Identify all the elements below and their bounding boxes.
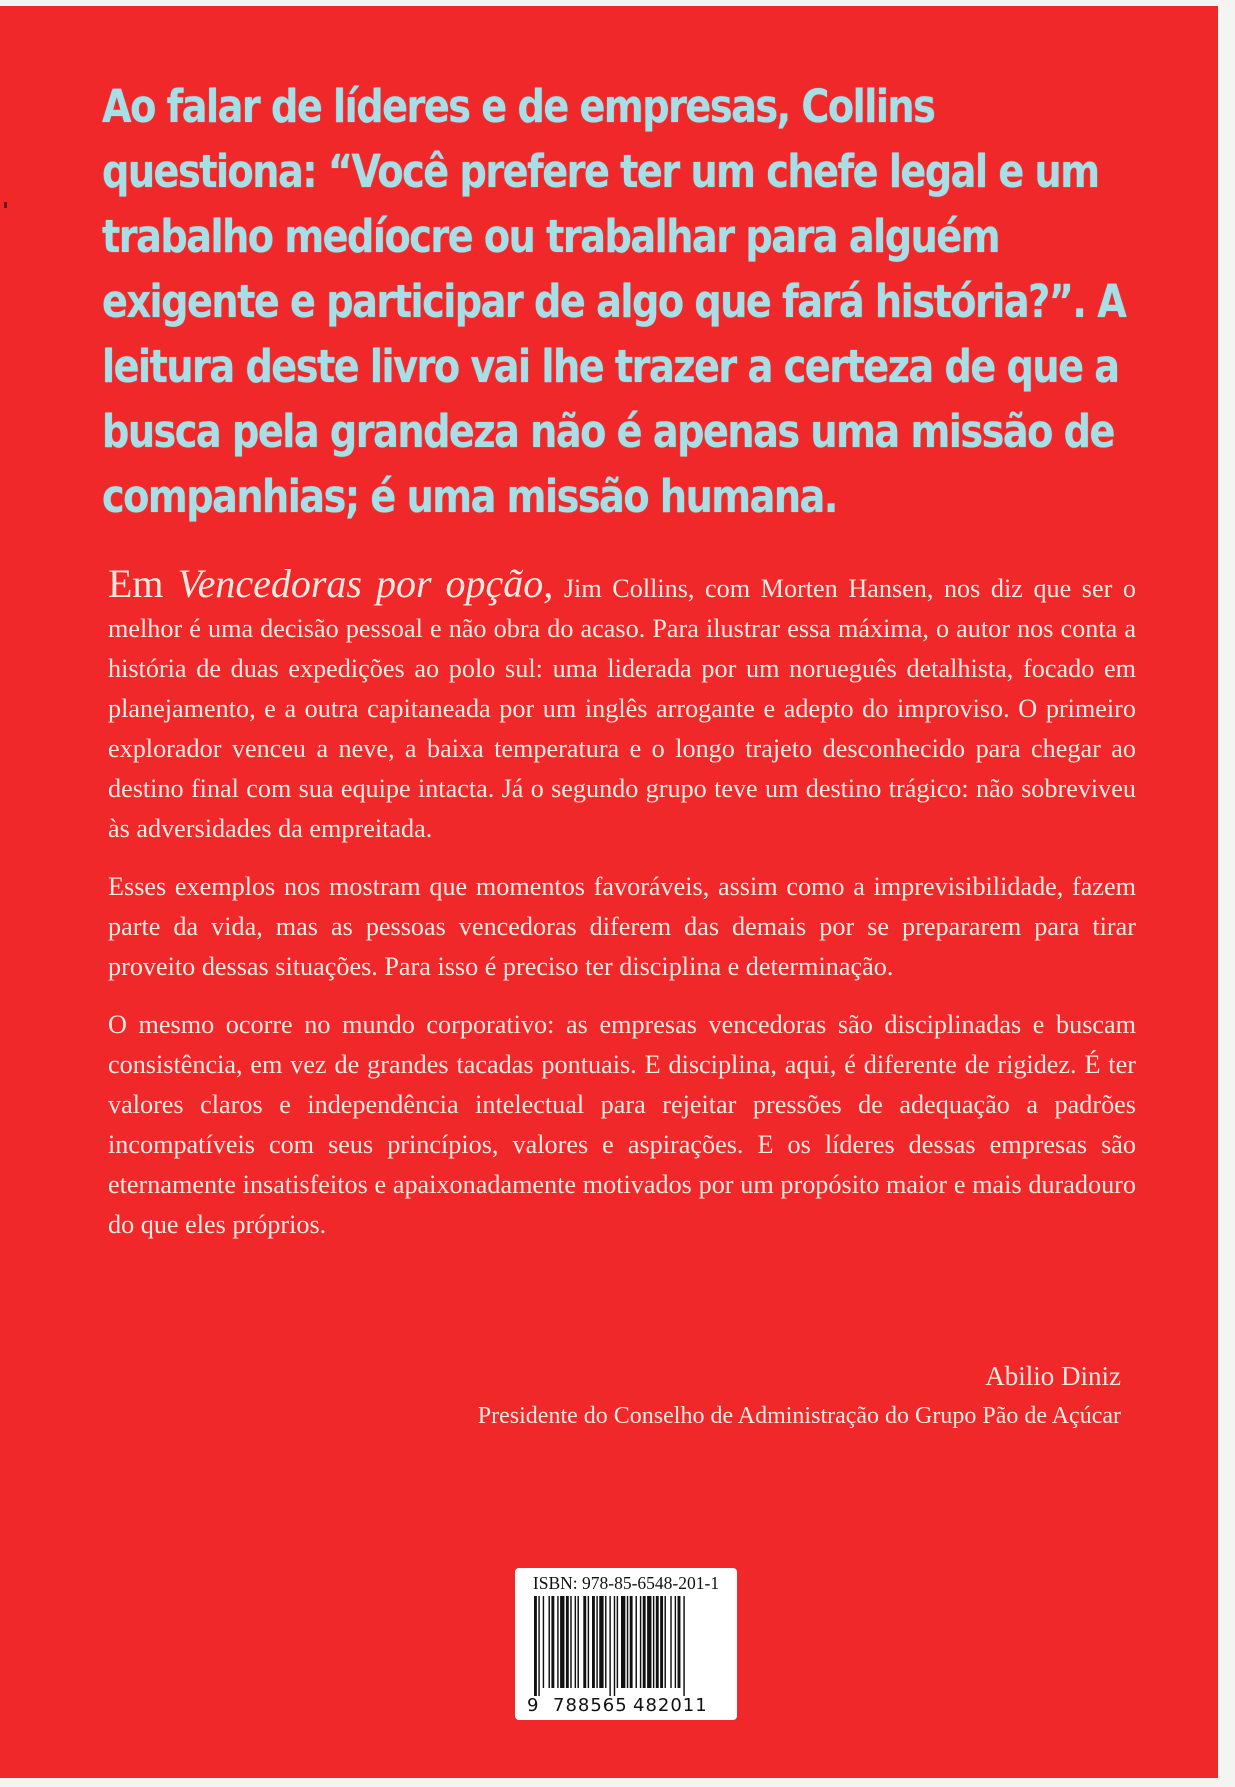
barcode-bar bbox=[656, 1596, 659, 1688]
barcode-bar bbox=[538, 1596, 539, 1696]
barcode-bar bbox=[557, 1596, 558, 1688]
barcode-bar bbox=[640, 1596, 641, 1688]
barcode-digits-left: 788565 bbox=[553, 1695, 628, 1716]
barcode-bar bbox=[575, 1596, 576, 1688]
barcode-bar bbox=[592, 1596, 595, 1688]
barcode-bar bbox=[551, 1596, 554, 1688]
barcode-bar bbox=[588, 1596, 589, 1688]
barcode-bar bbox=[670, 1596, 671, 1688]
barcode-bar bbox=[578, 1596, 579, 1688]
barcode-bar bbox=[570, 1596, 571, 1688]
barcode-bar bbox=[636, 1596, 637, 1688]
barcode-bar bbox=[675, 1596, 676, 1688]
lead-word: Em bbox=[108, 561, 164, 606]
barcode-bar bbox=[665, 1596, 666, 1688]
barcode-bar bbox=[609, 1596, 610, 1696]
isbn-barcode-box bbox=[515, 1568, 737, 1720]
isbn-label: ISBN: 978-85-6548-201-1 bbox=[532, 1573, 720, 1593]
signature-block bbox=[478, 1356, 1121, 1436]
edge-mark bbox=[4, 202, 7, 208]
barcode-bar bbox=[683, 1596, 684, 1696]
barcode-bar bbox=[560, 1596, 564, 1688]
barcode-bar bbox=[621, 1596, 625, 1688]
signature-name: Abilio Diniz bbox=[985, 1361, 1121, 1391]
paragraph-1-text: Jim Collins, com Morten Hansen, nos diz que ser o melhor é uma decisão pessoal e não obra do acaso. Para ilustrar essa máxima, o autor nos conta a história de duas expedições ao polo sul: uma liderada por um norueguês detalhista, focado em planejamento, e a outra capitaneada por um inglês arrogante e adepto do improviso. O primeiro explorador venceu a neve, a baixa temperatura e o longo trajeto desconhecido para chegar ao destino final com sua equipe intacta. Já o segundo grupo teve um destino trágico: não sobreviveu às adversidades da empreitada. bbox=[108, 574, 1136, 843]
body-text bbox=[108, 561, 1136, 1263]
barcode-bar bbox=[627, 1596, 628, 1688]
barcode-bar bbox=[534, 1596, 537, 1696]
barcode-bar bbox=[617, 1596, 618, 1688]
barcode-bar bbox=[678, 1596, 681, 1688]
barcode-bar bbox=[605, 1596, 606, 1688]
barcode-bar bbox=[543, 1596, 544, 1688]
barcode-bar bbox=[566, 1596, 569, 1688]
barcode-bar bbox=[660, 1596, 663, 1688]
headline-quote: Ao falar de líderes e de empresas, Collins questiona: “Você prefere ter um chefe legal e um trabalho medíocre ou trabalhar para alguém exigente e participar de algo que fará história?”. A leitura deste livro vai lhe trazer a certeza de que a busca pela grandeza não é apenas uma missão de companhias; é uma missão humana. bbox=[102, 80, 1126, 523]
barcode-digits bbox=[521, 1696, 731, 1716]
back-cover bbox=[0, 6, 1218, 1778]
barcode-icon bbox=[526, 1596, 726, 1696]
book-title: Vencedoras por opção, bbox=[177, 561, 554, 606]
barcode-bar bbox=[599, 1596, 603, 1688]
paragraph-1 bbox=[108, 561, 1136, 849]
barcode-bar bbox=[596, 1596, 597, 1688]
paragraph-3: O mesmo ocorre no mundo corporativo: as empresas vencedoras são disciplinadas e buscam consistência, em vez de grandes tacadas pontuais. E disciplina, aqui, é diferente de rigidez. É ter valores claros e independência intelectual para rejeitar pressões de adequação a padrões incompatíveis com seus princípios, valores e aspirações. E os líderes dessas empresas são eternamente insatisfeitos e apaixonadamente motivados por um propósito maior e mais duradouro do que eles próprios. bbox=[108, 1010, 1136, 1239]
paragraph-2: Esses exemplos nos mostram que momentos favoráveis, assim como a imprevisibilidade, fazem parte da vida, mas as pessoas vencedoras diferem das demais por se prepararem para tirar proveito dessas situações. Para isso é preciso ter disciplina e determinação. bbox=[108, 872, 1136, 981]
barcode-bar bbox=[643, 1596, 646, 1688]
barcode-bar bbox=[549, 1596, 550, 1688]
barcode-digit-lead: 9 bbox=[527, 1695, 539, 1716]
barcode-bar bbox=[653, 1596, 654, 1688]
lead-in bbox=[108, 561, 553, 606]
barcode-bar bbox=[614, 1596, 615, 1696]
barcode-bar bbox=[630, 1596, 633, 1688]
barcode-bar bbox=[583, 1596, 586, 1688]
barcode-digits-right: 482011 bbox=[633, 1695, 708, 1716]
signature-title: Presidente do Conselho de Administração do Grupo Pão de Açúcar bbox=[477, 1403, 1121, 1429]
barcode-bar bbox=[647, 1596, 651, 1688]
